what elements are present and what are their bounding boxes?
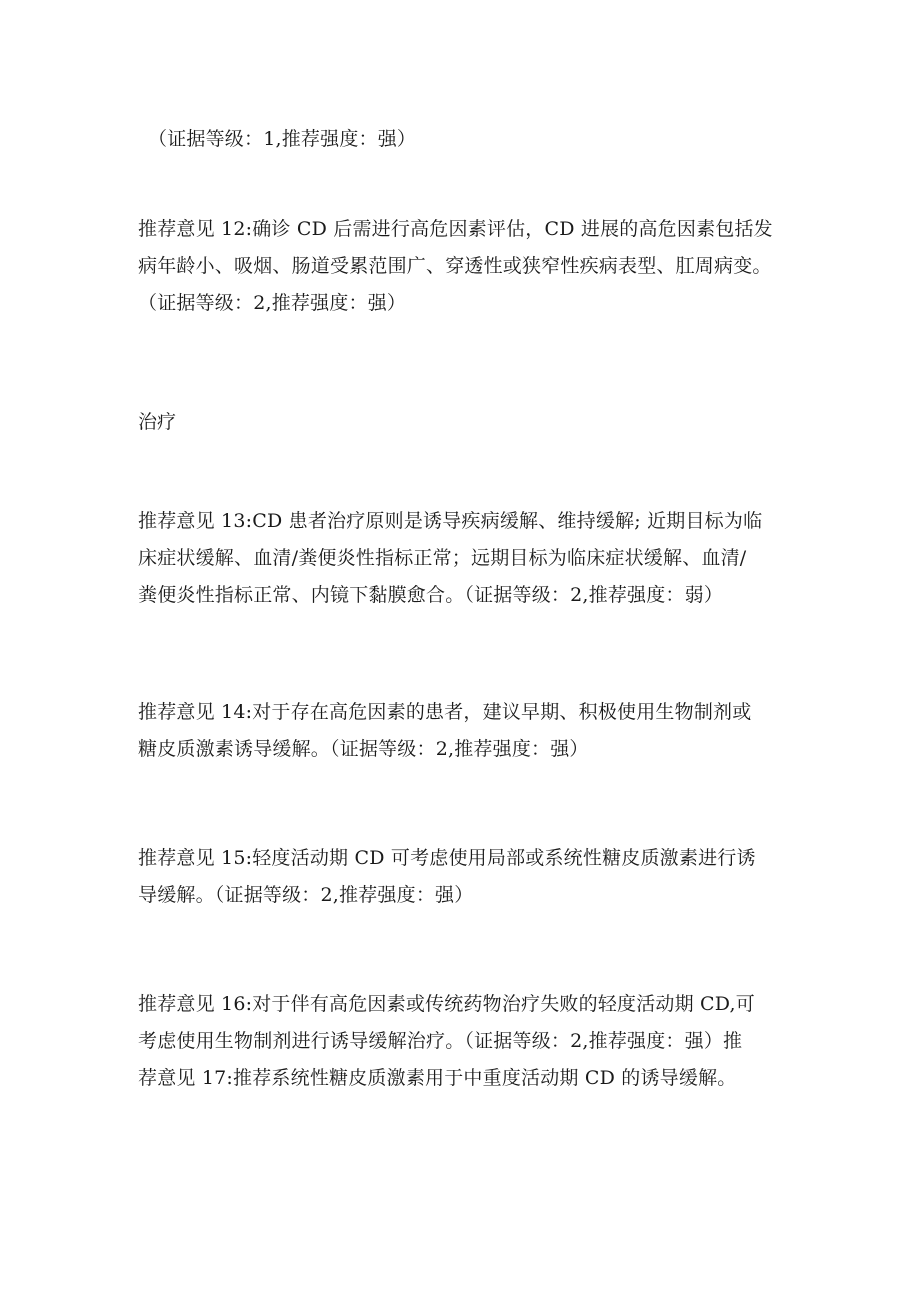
text-line: 粪便炎性指标正常、内镜下黏膜愈合。（证据等级：2,推荐强度：弱） <box>138 584 724 606</box>
text-line: 推荐意见 12:确诊 CD 后需进行高危因素评估，CD 进展的高危因素包括发 <box>138 218 773 240</box>
recommendation-12 <box>138 211 798 322</box>
text-line: 荐意见 17:推荐系统性糖皮质激素用于中重度活动期 CD 的诱导缓解。 <box>138 1067 737 1089</box>
text-line: （证据等级：2,推荐强度：强） <box>138 292 407 314</box>
recommendation-13 <box>138 503 798 614</box>
recommendation-16-17 <box>138 986 798 1097</box>
text-line: 考虑使用生物制剂进行诱导缓解治疗。（证据等级：2,推荐强度：强）推 <box>138 1030 743 1052</box>
text-line: （证据等级：1,推荐强度：强） <box>148 128 417 150</box>
text-line: 推荐意见 13:CD 患者治疗原则是诱导疾病缓解、维持缓解; 近期目标为临 <box>138 510 763 532</box>
text-line: 糖皮质激素诱导缓解。（证据等级：2,推荐强度：强） <box>138 738 589 760</box>
recommendation-14 <box>138 694 798 768</box>
text-line: 床症状缓解、血清/粪便炎性指标正常；远期目标为临床症状缓解、血清/ <box>138 547 747 569</box>
text-line: 推荐意见 16:对于伴有高危因素或传统药物治疗失败的轻度活动期 CD,可 <box>138 993 755 1015</box>
text-line: 推荐意见 15:轻度活动期 CD 可考虑使用局部或系统性糖皮质激素进行诱 <box>138 847 756 869</box>
evidence-note-11 <box>148 121 808 158</box>
recommendation-15 <box>138 840 798 914</box>
text-line: 导缓解。（证据等级：2,推荐强度：强） <box>138 884 474 906</box>
text-line: 病年龄小、吸烟、肠道受累范围广、穿透性或狭窄性疾病表型、肛周病变。 <box>138 255 772 277</box>
text-line: 推荐意见 14:对于存在高危因素的患者，建议早期、积极使用生物制剂或 <box>138 701 752 723</box>
section-heading-treatment: 治疗 <box>138 411 177 433</box>
